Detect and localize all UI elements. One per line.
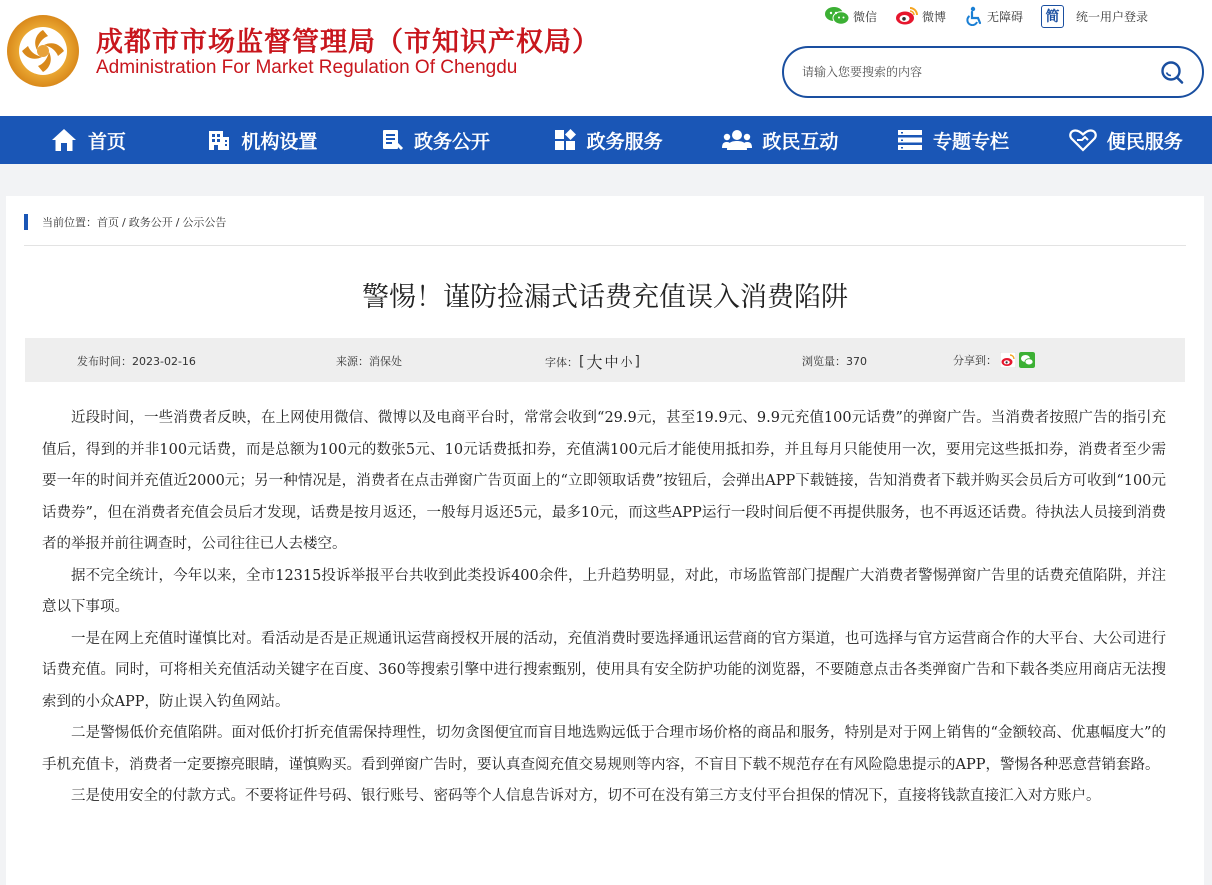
nav-item-gov-affairs-open[interactable]: [349, 116, 522, 164]
share-bar: [953, 352, 1035, 368]
breadcrumb-divider: [24, 245, 1186, 246]
wechat-icon: [824, 6, 850, 26]
home-icon: [50, 127, 78, 153]
nav-item-label: 便民服务: [1106, 130, 1183, 153]
search-box: [782, 46, 1204, 98]
breadcrumb-separator: /: [175, 215, 180, 229]
accessibility-icon: [964, 6, 984, 26]
breadcrumb-marker: [24, 214, 28, 230]
top-links: [824, 3, 1148, 29]
font-size-medium-button[interactable]: 中: [604, 354, 619, 371]
article-paragraph: 一是在网上充值时谨慎比对。看活动是否是正规通讯运营商授权开展的活动，充值消费时要选择通讯运营商的官方渠道，也可选择与官方运营商合作的大平台、大公司进行话费充值。同时，可将相关充值活动关键字在百度、360等搜索引擎中进行搜索甄别，使用具有安全防护功能的浏览器，不要随意点击各类弹窗广告和下载各类应用商店无法搜索到的小众APP，防止误入钓鱼网站。: [42, 630, 1166, 710]
nav-item-label: 政务服务: [586, 130, 663, 153]
nav-item-label: 政民互动: [762, 130, 839, 153]
breadcrumb-home[interactable]: 首页: [97, 216, 119, 229]
site-title-cn: 成都市市场监督管理局（市知识产权局）: [96, 27, 600, 58]
logo-emblem-icon[interactable]: [6, 14, 80, 88]
wechat-share-icon[interactable]: [1019, 352, 1035, 368]
font-size-large-button[interactable]: 大: [586, 353, 603, 372]
article-source: 来源：消保处: [336, 355, 402, 368]
main-nav: [0, 116, 1212, 164]
weibo-icon: [895, 6, 919, 26]
nav-item-label: 机构设置: [241, 130, 318, 153]
article-paragraph: 三是使用安全的付款方式。不要将证件号码、银行账号、密码等个人信息告诉对方，切不可在没有第三方支付平台担保的情况下，直接将钱款直接汇入对方账户。: [71, 788, 1101, 804]
breadcrumb-separator: /: [122, 215, 126, 229]
site-header: [0, 0, 1212, 116]
bracket-close: ]: [634, 353, 640, 370]
breadcrumb-gov-affairs-open[interactable]: 政务公开: [128, 216, 173, 229]
nav-item-gov-services[interactable]: [521, 116, 694, 164]
document-icon: [380, 128, 404, 152]
nav-item-label: 首页: [88, 130, 127, 153]
nav-item-home[interactable]: [0, 116, 176, 164]
font-size-small-button[interactable]: 小: [620, 355, 633, 369]
nav-item-organization[interactable]: [176, 116, 349, 164]
share-label: 分享到：: [953, 354, 997, 367]
publish-date: 发布时间：2023-02-16: [77, 355, 196, 368]
wechat-link[interactable]: [824, 6, 877, 26]
article-body: [42, 403, 1166, 813]
wechat-label: 微信: [853, 9, 878, 24]
weibo-link[interactable]: [895, 6, 946, 26]
people-icon: [722, 128, 752, 152]
search-input[interactable]: [802, 60, 1132, 84]
article-paragraph: 据不完全统计，今年以来，全市12315投诉举报平台共收到此类投诉400余件，上升趋势明显，对此，市场监管部门提醒广大消费者警惕弹窗广告里的话费充值陷阱，并注意以下事项。: [42, 567, 1166, 615]
nav-item-label: 专题专栏: [933, 130, 1010, 153]
accessibility-link[interactable]: [964, 6, 1023, 26]
building-icon: [207, 128, 231, 152]
list-icon: [897, 128, 923, 152]
article-paragraph: 二是警惕低价充值陷阱。面对低价打折充值需保持理性，切勿贪图便宜而盲目地选购远低于合理市场价格的商品和服务，特别是对于网上销售的“金额较高、优惠幅度大”的手机充值卡，消费者一定要擦亮眼睛，谨慎购买。看到弹窗广告时，要认真查阅充值交易规则等内容，不盲目下载不规范存在有风险隐患提示的APP，警惕各种恶意营销套路。: [42, 725, 1166, 773]
font-size-switcher: [545, 350, 641, 373]
accessibility-label: 无障碍: [987, 9, 1024, 24]
weibo-label: 微博: [922, 9, 947, 24]
bracket-open: [: [579, 353, 585, 370]
unified-login-link[interactable]: 统一用户登录: [1076, 9, 1149, 24]
search-icon[interactable]: [1158, 59, 1186, 87]
breadcrumb-announcements[interactable]: 公示公告: [182, 216, 227, 229]
simplified-chinese-toggle[interactable]: 简: [1041, 5, 1064, 28]
view-count: 浏览量：370: [802, 355, 867, 368]
nav-item-special-topics[interactable]: [867, 116, 1040, 164]
article-title: 警惕！谨防捡漏式话费充值误入消费陷阱: [362, 282, 848, 313]
nav-item-interaction[interactable]: [694, 116, 867, 164]
site-title-en: Administration For Market Regulation Of Chengdu: [96, 57, 518, 78]
weibo-share-icon[interactable]: [1000, 352, 1016, 368]
font-size-label: 字体：: [545, 355, 578, 369]
grid-icon: [553, 128, 577, 152]
article-paragraph: 近段时间，一些消费者反映，在上网使用微信、微博以及电商平台时，常常会收到“29.9元，甚至19.9元、9.9元充值100元话费”的弹窗广告。当消费者按照广告的指引充值后，得到的并非100元话费，而是总额为100元的数张5元、10元话费抵扣券，充值满100元后才能使用抵扣券，并且每月只能使用一次，要用完这些抵扣券，消费者至少需要一年的时间并充值近2000元；另一种情况是，消费者在点击弹窗广告页面上的“立即领取话费”按钮后，会弹出APP下载链接，告知消费者下载并购买会员后方可收到“100元话费券”，但在消费者充值会员后才发现，话费是按月返还，一般每月返还5元，最多10元，而这些APP运行一段时间后便不再提供服务，也不再返还话费。待执法人员接到消费者的举报并前往调查时，公司往往已人去楼空。: [42, 410, 1166, 552]
heart-hand-icon: [1069, 128, 1097, 152]
breadcrumb-prefix: 当前位置：: [42, 216, 97, 229]
article-meta-bar: [25, 338, 1185, 382]
breadcrumb: [24, 214, 226, 230]
nav-item-convenience[interactable]: [1039, 116, 1212, 164]
nav-item-label: 政务公开: [414, 130, 491, 153]
